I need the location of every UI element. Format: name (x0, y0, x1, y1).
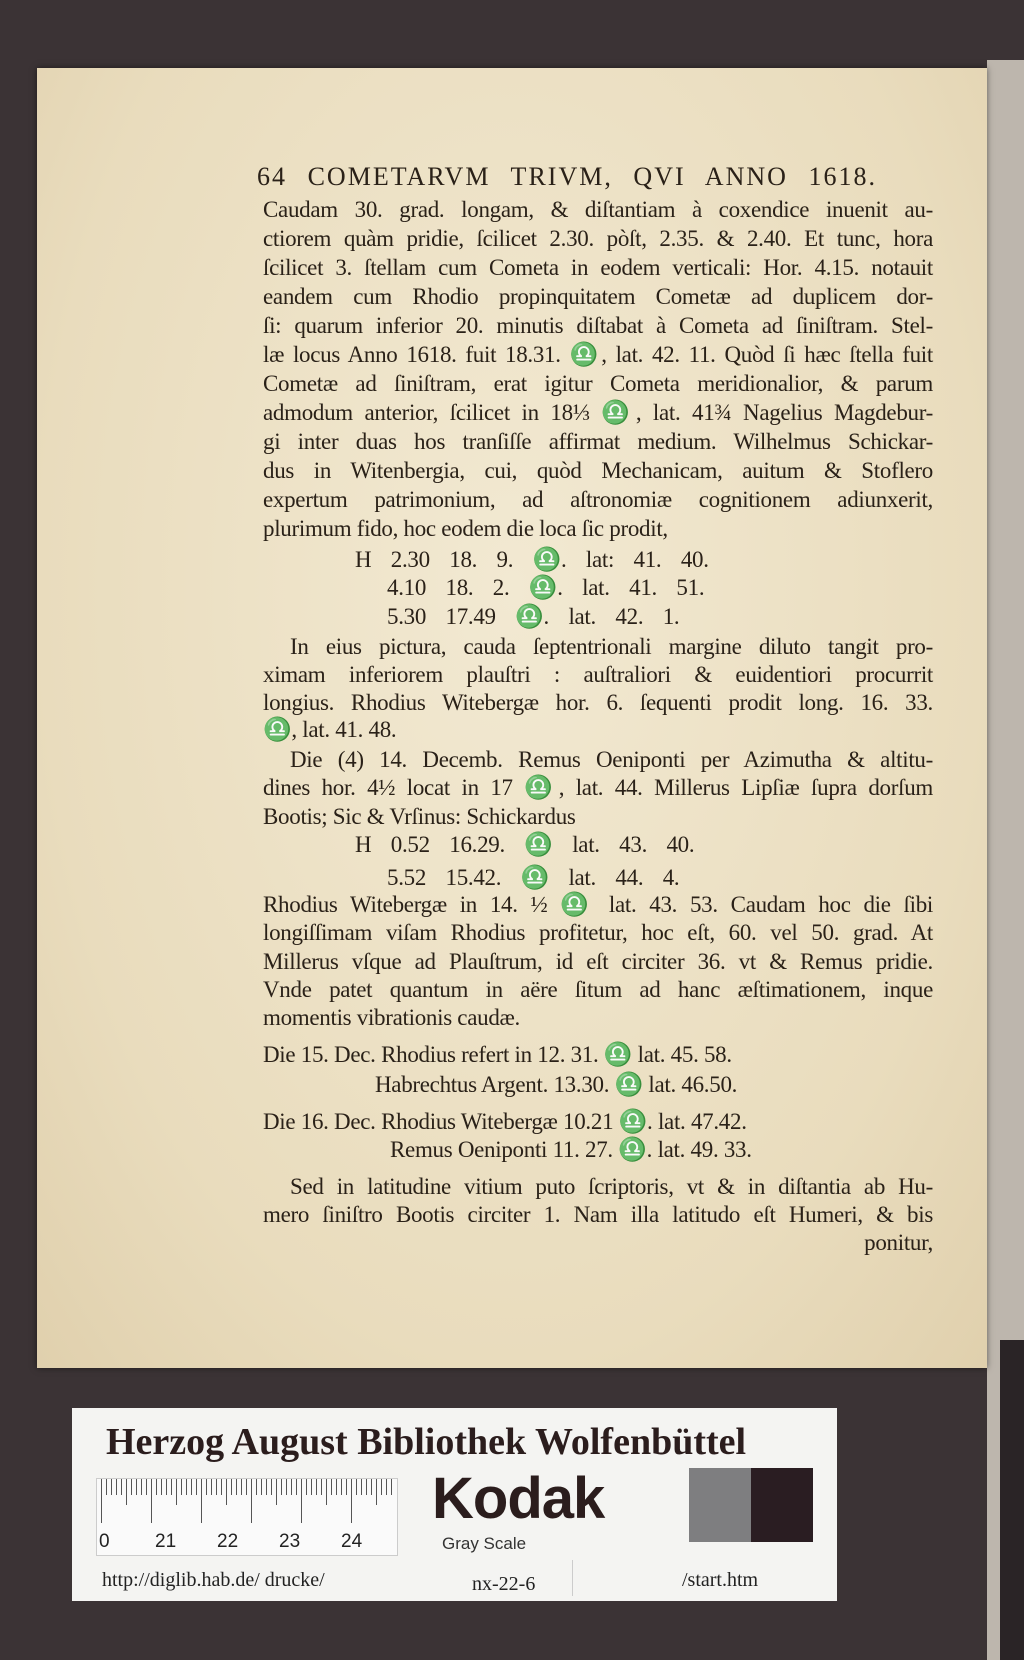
ruler-tick (351, 1479, 352, 1523)
ruler-tick (331, 1479, 332, 1495)
ruler-tick (316, 1479, 317, 1495)
ruler-tick (291, 1479, 292, 1495)
ruler-tick (181, 1479, 182, 1495)
ruler-tick (381, 1479, 382, 1495)
ruler-tick (161, 1479, 162, 1495)
ruler-tick (371, 1479, 372, 1495)
text-line: Bootis; Sic & Vrſinus: Schickardus (263, 804, 576, 829)
text-line: gi inter duas hos tranſiſſe affirmat medium. Wilhelmus Schickar- (263, 429, 933, 454)
ruler-tick (106, 1479, 107, 1495)
text-line: longiſſimam viſam Rhodius profitetur, hoc eſt, 60. vel 50. grad. At (263, 920, 933, 945)
scan-background-strip (1000, 1340, 1024, 1660)
white-swatch (627, 1468, 689, 1542)
ruler-tick (366, 1479, 367, 1495)
ruler-tick (301, 1479, 302, 1523)
ruler-tick (306, 1479, 307, 1495)
ruler-tick (376, 1479, 377, 1505)
text-line: Rhodius Witebergæ in 14. ½ ♎ lat. 43. 53. Caudam hoc die ſibi (263, 892, 933, 917)
ruler-tick (201, 1479, 202, 1523)
text-line: 5.30 17.49 ♎. lat. 42. 1. (387, 604, 680, 629)
text-line: Die 16. Dec. Rhodius Witebergæ 10.21 ♎. lat. 47.42. (263, 1109, 747, 1134)
ruler-number: 0 (99, 1531, 110, 1552)
text-line: plurimum fido, hoc eodem die loca ſic prodit, (263, 516, 668, 541)
text-line: admodum anterior, ſcilicet in 18⅓ ♎, lat. 41¾ Nagelius Magdebur- (263, 400, 933, 425)
text-line: 5.52 15.42. ♎ lat. 44. 4. (387, 865, 680, 890)
ruler-tick (261, 1479, 262, 1495)
ruler-tick (286, 1479, 287, 1495)
text-line: longius. Rhodius Witebergæ hor. 6. ſequenti prodit long. 16. 33. (263, 690, 933, 715)
ruler-scale (96, 1478, 398, 1556)
ruler-tick (101, 1479, 102, 1523)
ruler-number: 21 (155, 1531, 177, 1552)
divider (572, 1560, 573, 1596)
ruler-tick (236, 1479, 237, 1495)
shelfmark: nx-22-6 (472, 1573, 536, 1595)
text-line: ponitur, (864, 1230, 933, 1255)
ruler-number: 22 (217, 1531, 239, 1552)
text-line: læ locus Anno 1618. fuit 18.31. ♎, lat. 42. 11. Quòd ſi hæc ſtella fuit (263, 342, 933, 367)
library-color-target-label (72, 1408, 837, 1601)
ruler-tick (151, 1479, 152, 1523)
ruler-tick (231, 1479, 232, 1495)
text-line: Caudam 30. grad. longam, & diſtantiam à coxendice inuenit au- (263, 197, 933, 222)
ruler-tick (266, 1479, 267, 1495)
gray-swatch (689, 1468, 751, 1542)
text-line: Remus Oeniponti 11. 27. ♎. lat. 49. 33. (390, 1137, 752, 1162)
text-line: ctiorem quàm pridie, ſcilicet 2.30. pòſt, 2.35. & 2.40. Et tunc, hora (263, 226, 933, 251)
ruler-tick (251, 1479, 252, 1523)
text-line: ſi: quarum inferior 20. minutis diſtabat à Cometa ad ſiniſtram. Stel- (263, 313, 933, 338)
ruler-tick (131, 1479, 132, 1495)
text-line: Habrechtus Argent. 13.30. ♎ lat. 46.50. (375, 1072, 738, 1097)
ruler-tick (346, 1479, 347, 1495)
ruler-tick (281, 1479, 282, 1495)
gray-scale-caption: Gray Scale (442, 1534, 527, 1553)
text-line: dines hor. 4½ locat in 17 ♎, lat. 44. Millerus Lipſiæ ſupra dorſum (263, 775, 933, 800)
ruler-tick (186, 1479, 187, 1495)
text-line: momentis vibrationis caudæ. (263, 1005, 521, 1030)
url-left: http://diglib.hab.de/ drucke/ (102, 1569, 325, 1591)
ruler-tick (196, 1479, 197, 1495)
ruler-tick (321, 1479, 322, 1495)
ruler-number: 24 (341, 1531, 363, 1552)
ruler-tick (361, 1479, 362, 1495)
text-line: Die (4) 14. Decemb. Remus Oeniponti per Azimutha & altitu- (290, 747, 933, 772)
text-line: ♎, lat. 41. 48. (263, 717, 397, 742)
text-line: Cometæ ad ſiniſtram, erat igitur Cometa meridionalior, & parum (263, 371, 933, 396)
ruler-tick (256, 1479, 257, 1495)
ruler-tick (386, 1479, 387, 1495)
ruler-tick (341, 1479, 342, 1495)
ruler-tick (221, 1479, 222, 1495)
text-line: ſcilicet 3. ſtellam cum Cometa in eodem verticali: Hor. 4.15. notauit (263, 255, 933, 280)
text-line: Die 15. Dec. Rhodius refert in 12. 31. ♎ lat. 45. 58. (263, 1042, 732, 1067)
ruler-tick (211, 1479, 212, 1495)
text-line: expertum patrimonium, ad aſtronomiæ cognitionem adiunxerit, (263, 487, 933, 512)
ruler-tick (391, 1479, 392, 1495)
text-line: 4.10 18. 2. ♎. lat. 41. 51. (387, 575, 705, 600)
library-name: Herzog August Bibliothek Wolfenbüttel (106, 1421, 747, 1463)
text-line: eandem cum Rhodio propinquitatem Cometæ ad duplicem dor- (263, 284, 933, 309)
ruler-tick (271, 1479, 272, 1495)
ruler-tick (156, 1479, 157, 1495)
ruler-tick (216, 1479, 217, 1495)
text-line: mero ſiniſtro Bootis circiter 1. Nam illa latitudo eſt Humeri, & bis (263, 1202, 933, 1227)
ruler-tick (171, 1479, 172, 1495)
ruler-tick (246, 1479, 247, 1495)
ruler-tick (141, 1479, 142, 1495)
url-right: /start.htm (682, 1569, 759, 1591)
ruler-tick (206, 1479, 207, 1495)
ruler-tick (326, 1479, 327, 1505)
text-line: ximam inferiorem plauſtri : auſtraliori & euidentiori procurrit (263, 662, 933, 687)
text-line: H 2.30 18. 9. ♎. lat: 41. 40. (355, 547, 709, 572)
black-swatch (751, 1468, 813, 1542)
text-line: H 0.52 16.29. ♎ lat. 43. 40. (355, 832, 695, 857)
ruler-tick (176, 1479, 177, 1505)
ruler-tick (276, 1479, 277, 1505)
text-line: In eius pictura, cauda ſeptentrionali margine diluto tangit pro- (290, 634, 933, 659)
ruler-tick (311, 1479, 312, 1495)
kodak-logo: Kodak (432, 1466, 605, 1531)
ruler-tick (356, 1479, 357, 1495)
ruler-tick (111, 1479, 112, 1495)
ruler-tick (136, 1479, 137, 1495)
ruler-tick (191, 1479, 192, 1495)
ruler-tick (126, 1479, 127, 1505)
text-line: Sed in latitudine vitium puto ſcriptoris, vt & in diſtantia ab Hu- (290, 1174, 933, 1199)
ruler-tick (166, 1479, 167, 1495)
ruler-tick (241, 1479, 242, 1495)
ruler-number: 23 (279, 1531, 301, 1552)
ruler-tick (146, 1479, 147, 1495)
ruler-tick (116, 1479, 117, 1495)
ruler-tick (226, 1479, 227, 1505)
ruler-tick (296, 1479, 297, 1495)
ruler-tick (336, 1479, 337, 1495)
text-line: Vnde patet quantum in aëre ſitum ad hanc æſtimationem, inque (263, 977, 933, 1002)
ruler-tick (121, 1479, 122, 1495)
text-line: dus in Witenbergia, cui, quòd Mechanicam, auitum & Stoflero (263, 458, 933, 483)
text-line: Millerus vſque ad Plauſtrum, id eſt circiter 36. vt & Remus pridie. (263, 949, 933, 974)
running-header: 64 COMETARVM TRIVM, QVI ANNO 1618. (257, 162, 877, 191)
